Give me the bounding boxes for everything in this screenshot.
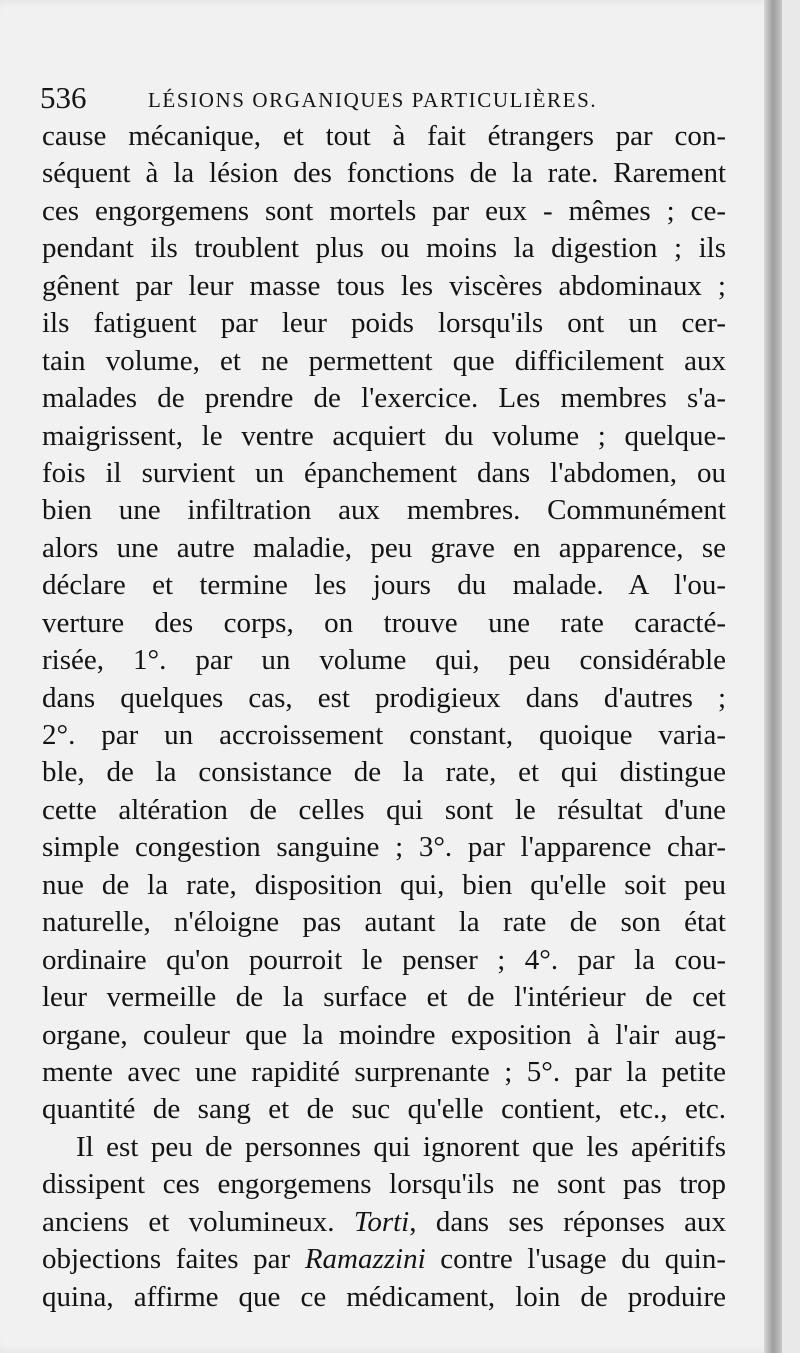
text-line: dans quelques cas, est prodigieux dans d'autres ;	[42, 681, 726, 714]
text-line: leur vermeille de la surface et de l'intérieur de cet	[42, 981, 726, 1014]
text-line: alors une autre maladie, peu grave en apparence, se	[42, 531, 726, 564]
text-line: nue de la rate, disposition qui, bien qu'elle soit peu	[42, 868, 726, 901]
text-line: tain volume, et ne permettent que difficilement aux	[42, 344, 726, 377]
text-line: 2°. par un accroissement constant, quoique varia-	[42, 719, 726, 751]
running-title: LÉSIONS ORGANIQUES PARTICULIÈRES.	[148, 88, 598, 112]
text-line	[42, 1204, 726, 1241]
text-line: bien une infiltration aux membres. Communément	[42, 494, 726, 527]
text-line: séquent à la lésion des fonctions de la rate. Rarement	[42, 157, 726, 190]
text-line: Il est peu de personnes qui ignorent que les apéritifs	[76, 1130, 726, 1163]
text-span: anciens et volumineux.	[42, 1205, 354, 1238]
text-span: , dans ses réponses aux	[409, 1205, 726, 1238]
text-line: simple congestion sanguine ; 3°. par l'apparence char-	[42, 831, 726, 864]
text-line: dissipent ces engorgemens lorsqu'ils ne sont pas trop	[42, 1168, 726, 1201]
author-name: Ramazzini	[304, 1243, 426, 1276]
text-line: déclare et termine les jours du malade. A l'ou-	[42, 569, 726, 602]
paragraph-2	[42, 1129, 726, 1316]
text-line: mente avec une rapidité surprenante ; 5°. par la petite	[42, 1055, 726, 1088]
text-line: risée, 1°. par un volume qui, peu considérable	[42, 644, 726, 677]
text-line: cette altération de celles qui sont le résultat d'une	[42, 793, 726, 826]
text-line	[42, 1241, 726, 1278]
paragraph-1	[42, 118, 726, 1129]
text-line: pendant ils troublent plus ou moins la digestion ; ils	[42, 232, 726, 265]
text-span: objections faites par	[42, 1243, 305, 1276]
page-edge	[764, 0, 782, 1353]
body-text	[42, 118, 726, 1316]
text-line: ordinaire qu'on pourroit le penser ; 4°. par la cou-	[42, 943, 726, 976]
text-line: maigrissent, le ventre acquiert du volume ; quelque-	[42, 419, 726, 452]
running-header	[40, 80, 730, 120]
text-span: contre l'usage du quin-	[425, 1243, 726, 1276]
text-line: naturelle, n'éloigne pas autant la rate de son état	[42, 906, 726, 939]
text-line: gênent par leur masse tous les viscères abdominaux ;	[42, 269, 726, 302]
text-line: ces engorgemens sont mortels par eux - mêmes ; ce-	[42, 194, 726, 227]
text-line: fois il survient un épanchement dans l'abdomen, ou	[42, 456, 726, 489]
text-line: verture des corps, on trouve une rate caracté-	[42, 606, 726, 639]
text-line: malades de prendre de l'exercice. Les membres s'a-	[42, 382, 726, 415]
text-line: ble, de la consistance de la rate, et qui distingue	[42, 756, 726, 789]
text-line: quantité de sang et de suc qu'elle contient, etc., etc.	[42, 1093, 726, 1126]
text-line: ils fatiguent par leur poids lorsqu'ils ont un cer-	[42, 307, 726, 340]
author-name: Torti	[353, 1205, 410, 1238]
text-line: cause mécanique, et tout à fait étrangers par con-	[42, 120, 726, 152]
page-number: 536	[40, 80, 87, 115]
text-line: quina, affirme que ce médicament, loin de produire	[42, 1280, 726, 1313]
text-line: organe, couleur que la moindre exposition à l'air aug-	[42, 1018, 726, 1051]
